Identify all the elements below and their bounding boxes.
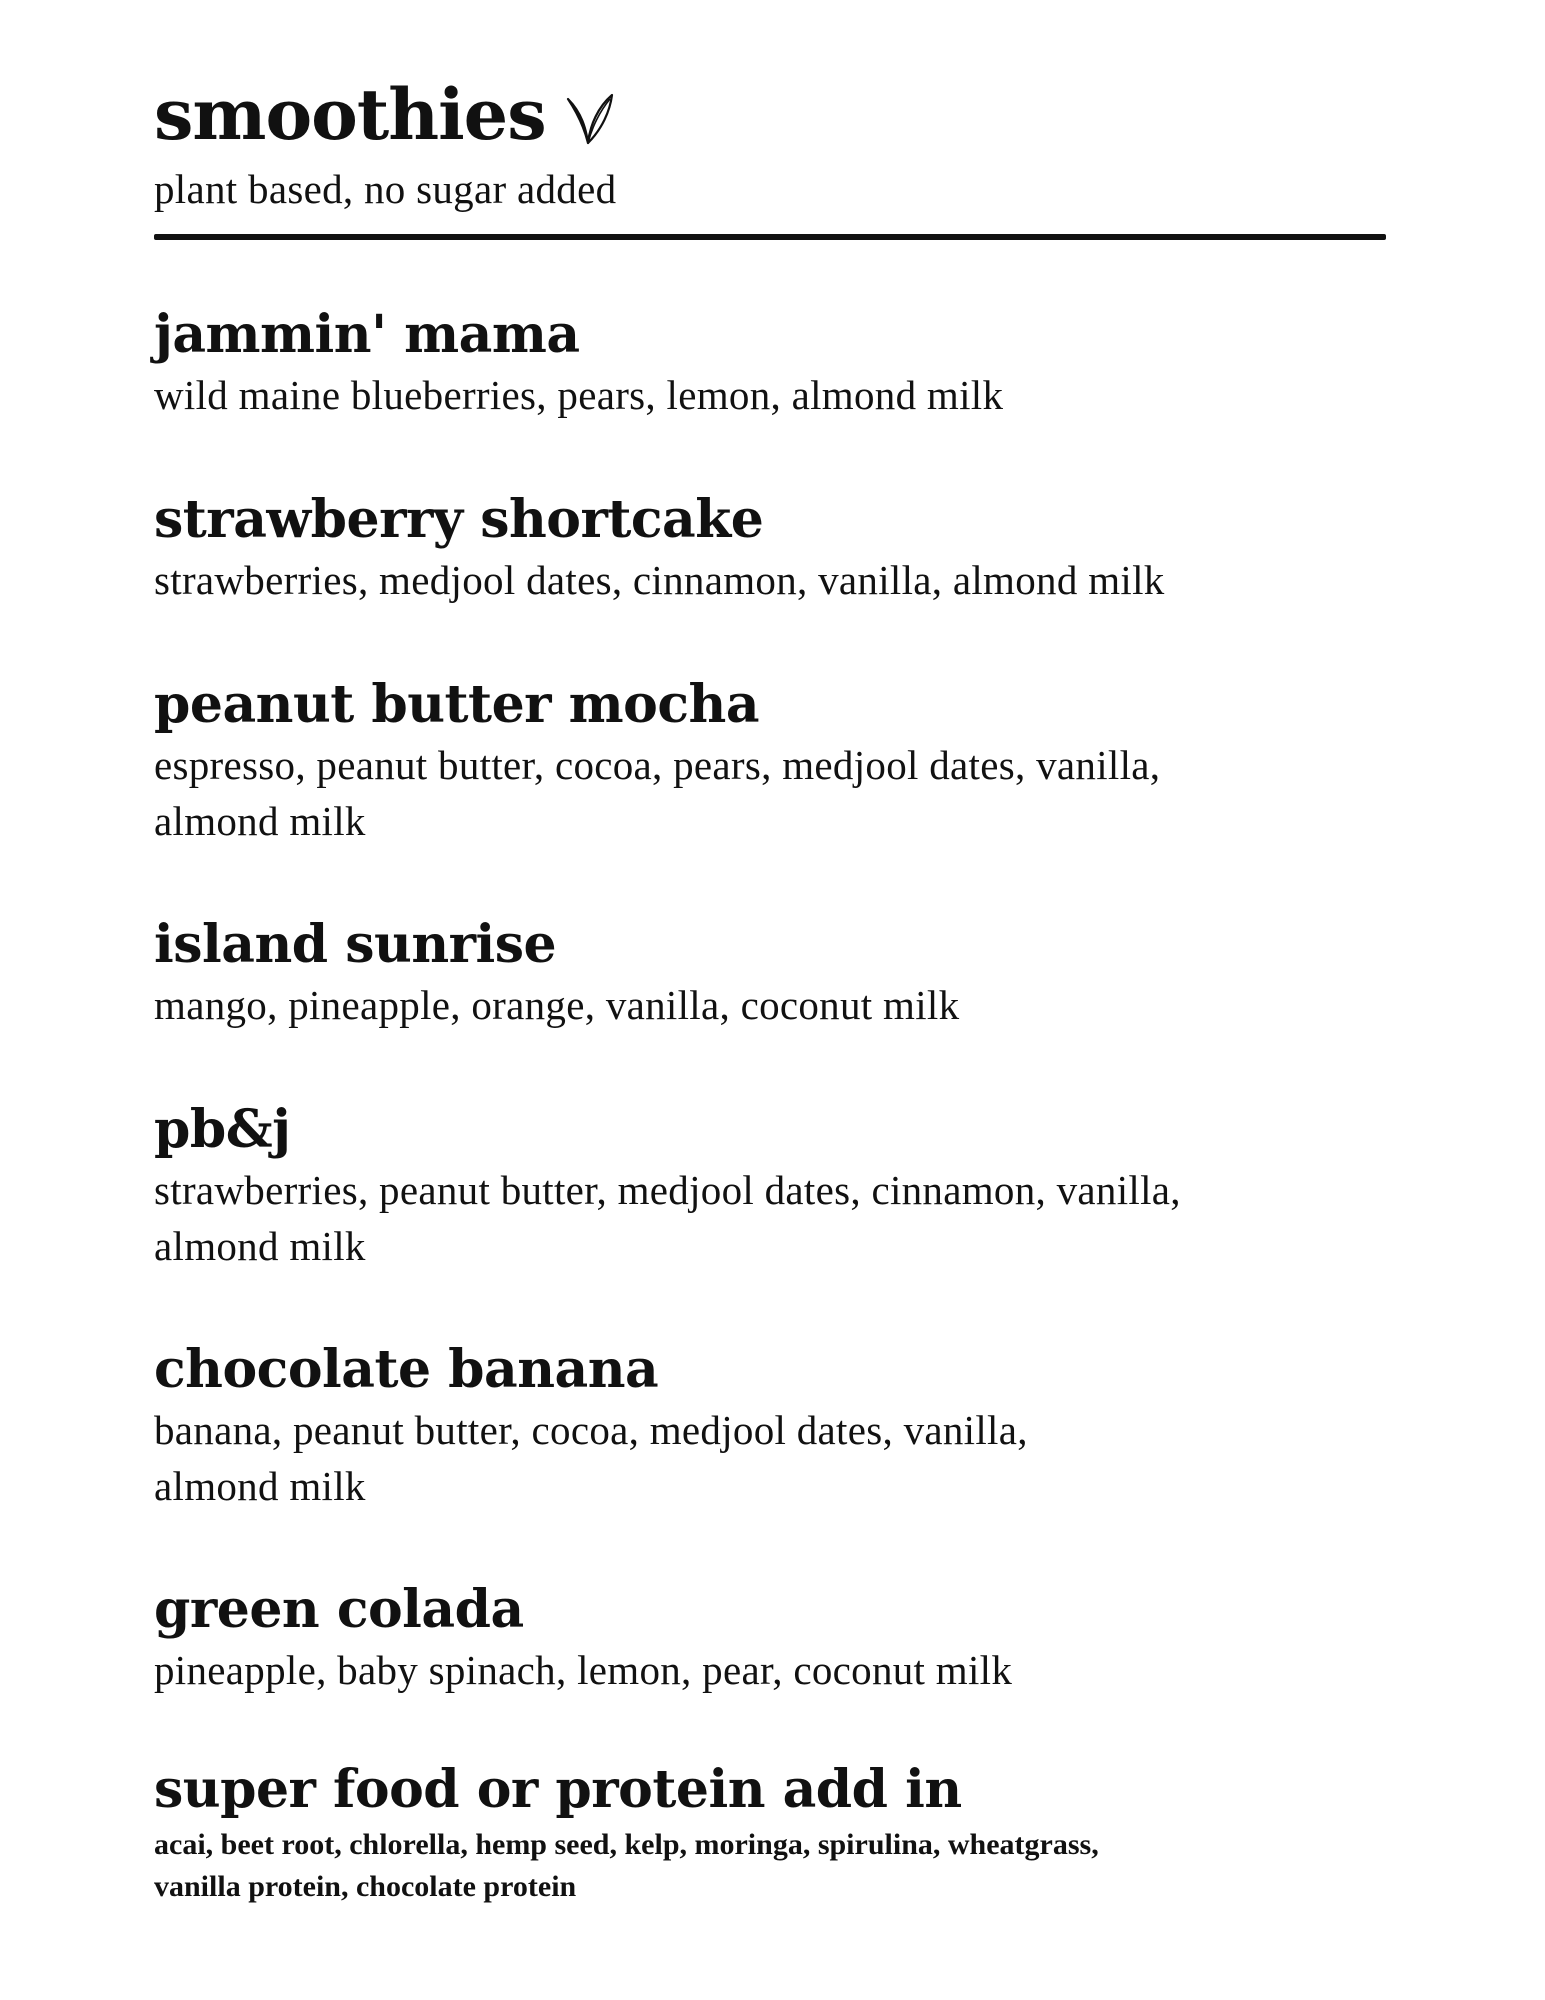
menu-item-description: mango, pineapple, orange, vanilla, coconut milk: [154, 982, 960, 1028]
menu-item-description: wild maine blueberries, pears, lemon, almond milk: [154, 372, 1004, 418]
page-subtitle: plant based, no sugar added: [154, 166, 617, 212]
menu-item: [154, 1100, 1394, 1274]
menu-item-description: strawberries, peanut butter, medjool dates, cinnamon, vanilla, almond milk: [154, 1167, 1181, 1269]
menu-item-name: jammin' mama: [154, 304, 580, 365]
menu-item-name: pb&j: [154, 1099, 291, 1160]
menu-item: [154, 1580, 1394, 1698]
menu-item-description: strawberries, medjool dates, cinnamon, vanilla, almond milk: [154, 557, 1165, 603]
menu-item-name: chocolate banana: [154, 1339, 659, 1400]
menu-page: [154, 70, 1394, 1903]
header: [154, 70, 1394, 160]
header-divider: [154, 234, 1386, 240]
menu-item-name: green colada: [154, 1579, 524, 1640]
menu-item-name: island sunrise: [154, 914, 557, 975]
menu-item-description: espresso, peanut butter, cocoa, pears, medjool dates, vanilla, almond milk: [154, 742, 1161, 844]
menu-item-description: banana, peanut butter, cocoa, medjool dates, vanilla, almond milk: [154, 1407, 1028, 1509]
menu-item: [154, 675, 1394, 849]
menu-item-name: strawberry shortcake: [154, 489, 764, 550]
menu-item: [154, 1340, 1394, 1514]
addin-title: super food or protein add in: [154, 1759, 962, 1820]
menu-item: [154, 490, 1394, 608]
leaf-icon: [562, 89, 616, 149]
addin-description: acai, beet root, chlorella, hemp seed, kelp, moringa, spirulina, wheatgrass, vanilla protein, chocolate protein: [154, 1828, 1099, 1903]
menu-item: [154, 915, 1394, 1033]
menu-item-description: pineapple, baby spinach, lemon, pear, coconut milk: [154, 1647, 1013, 1693]
menu-item-name: peanut butter mocha: [154, 674, 760, 735]
page-title: smoothies: [154, 73, 546, 156]
addin-section: [154, 1760, 1394, 1908]
menu-item: [154, 305, 1394, 423]
